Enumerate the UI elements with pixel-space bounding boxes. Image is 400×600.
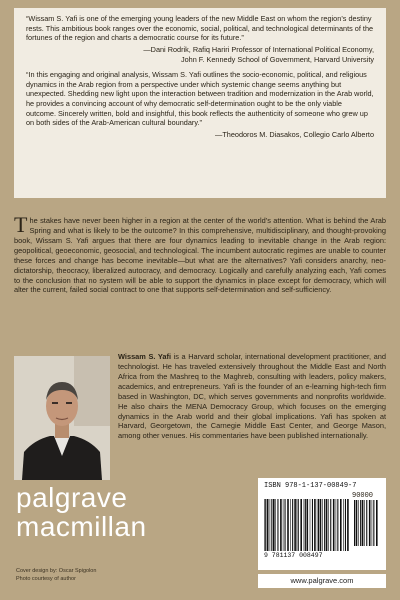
author-bio xyxy=(118,352,386,441)
quote-1-attribution-line2: John F. Kennedy School of Government, Harvard University xyxy=(180,54,374,64)
quote-2-text: “In this engaging and original analysis, Wissam S. Yafi outlines the socio-economic, political, and religious dynamics in the Arab region from a perspective under which systemic change seems anything but unexpected. Shedding new light upon the interaction between tradition and modernization in the Arab world, he provides a convincing account of why democratic self-determination ought to be the only viable outcome. Sincerely written, bold and insightful, this book reflects the authenticity of someone who grew up on both sides of the Arab-American cultural boundary.” xyxy=(26,70,374,128)
publisher-logo xyxy=(16,484,147,542)
barcode-number: 9 781137 008497 xyxy=(264,552,323,559)
quote-2-attribution: —Theodoros M. Diasakos, Collegio Carlo Alberto xyxy=(215,129,374,139)
publisher-logo-line1: palgrave xyxy=(16,482,128,513)
quote-1-text: “Wissam S. Yafi is one of the emerging young leaders of the new Middle East on whom the region’s destiny rests. This ambitious book ranges over the economic, social, political, and technological determinants of the fortunes of the region and charts a democratic course for its future.” xyxy=(26,14,374,43)
barcode-addon-number: 90000 xyxy=(352,492,374,500)
publisher-logo-line2: macmillan xyxy=(16,511,147,542)
quote-1-attribution-line1: —Dani Rodrik, Rafiq Hariri Professor of International Political Economy, xyxy=(143,44,374,54)
publisher-url[interactable]: www.palgrave.com xyxy=(258,574,386,588)
author-photo xyxy=(14,356,110,480)
author-name: Wissam S. Yafi xyxy=(118,352,172,361)
drop-cap: T xyxy=(14,212,28,237)
book-description-text: he stakes have never been higher in a region at the center of the world’s attention. What is behind the Arab Spring and what is likely to be the outcome? In this comprehensive, multidisciplinary, and thought-provoking book, Wissam S. Yafi argues that there are four dynamics leading to inevitable change in the Arab region: geopolitical, geoeconomic, geosocial, and technological. The incumbent autocratic regimes are unable to counter these forces and change has become inevitable—but what are the alternatives? Yafi considers anarchy, neo-dictatorship, theocracy, liberalized autocracy, and democracy. Logically and carefully analyzing each, Yafi comes to the conclusion that no system will be able to support the dynamics in place except for democracy, which will alter the current, failed social contract to one that supports self-determination and self-sufficiency. xyxy=(14,216,386,295)
endorsement-box xyxy=(14,8,386,198)
quote-1-attribution xyxy=(26,45,374,64)
author-bio-text: is a Harvard scholar, international development practitioner, and technologist. He has traveled extensively throughout the Middle East and North Africa from the Mashreq to the Maghreb, consulting with leaders, policy makers, academics, and entrepreneurs. Yafi is the founder of an e-learning high-tech firm based in Washington, DC, which serves governments and nonprofits worldwide. He also chairs the MENA Democracy Group, which focuses on the emerging dynamics in the Arab world and their global implications. Yafi has spoken at Harvard, Georgetown, the Carnegie Middle East Center, and George Mason, among other venues. His commentaries have been published internationally. xyxy=(118,352,386,441)
isbn-text: ISBN 978-1-137-00849-7 xyxy=(264,482,357,490)
barcode-box xyxy=(258,478,386,570)
book-description xyxy=(14,212,386,295)
barcode-addon xyxy=(354,500,380,546)
cover-design-credit: Cover design by: Oscar Spigolon xyxy=(16,568,97,574)
photo-credit: Photo courtesy of author xyxy=(16,576,76,583)
barcode-main xyxy=(264,499,350,551)
credits xyxy=(16,567,96,584)
